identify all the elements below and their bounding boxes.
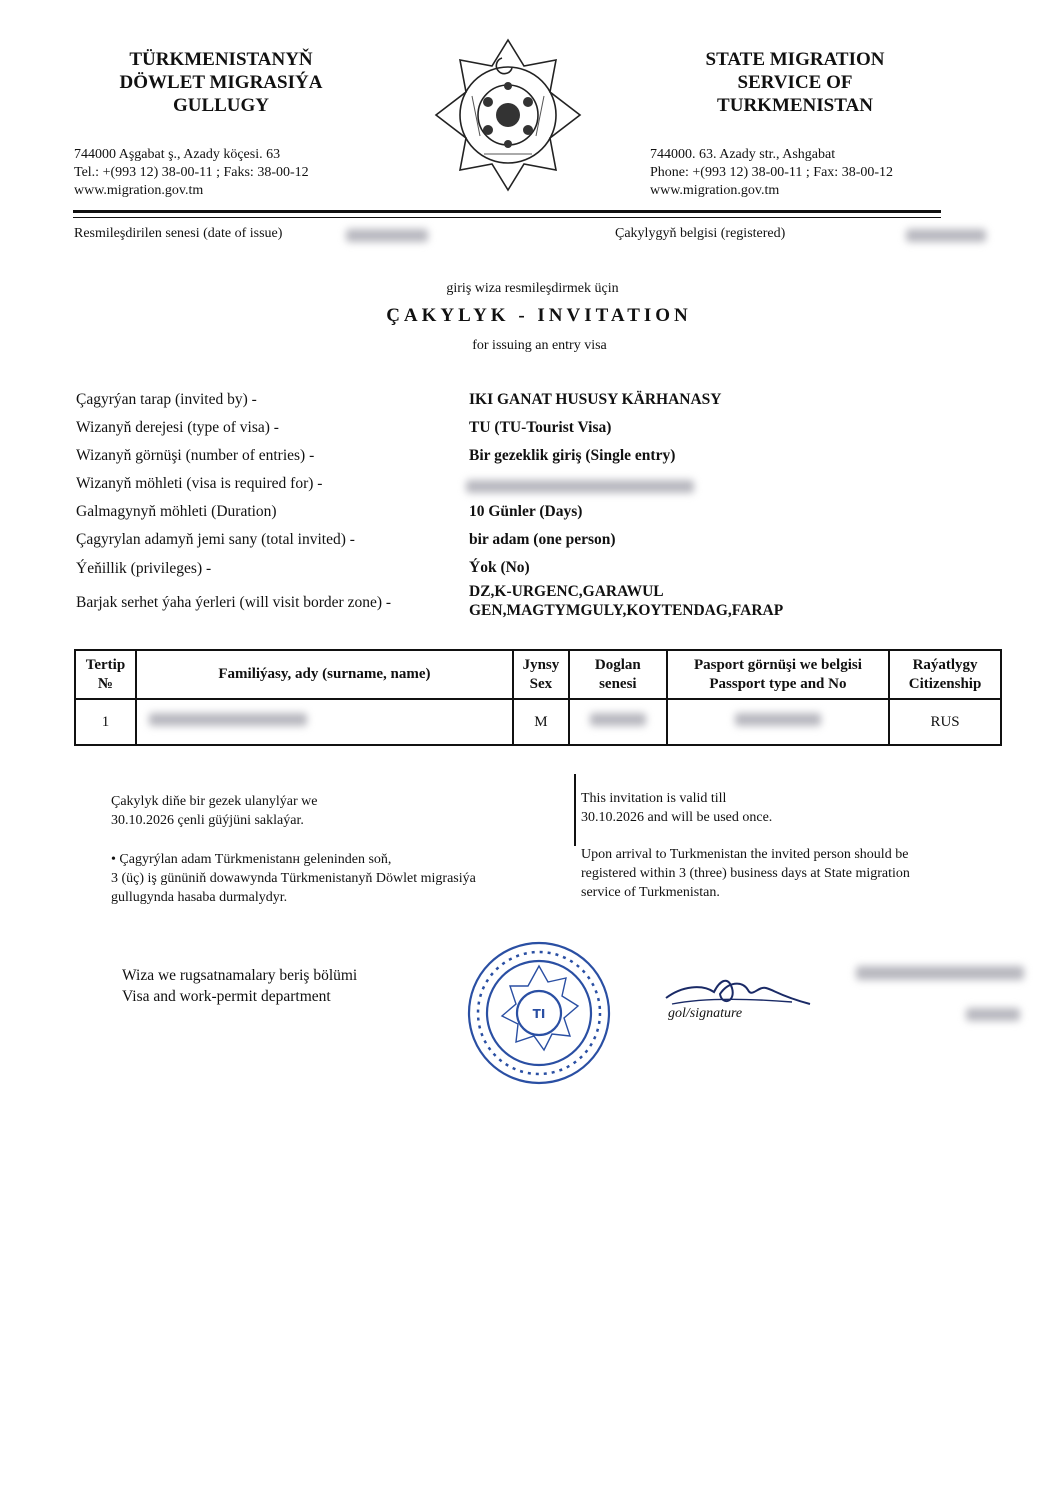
col-header-text: Passport type and No (709, 675, 847, 692)
website-link[interactable]: www.migration.gov.tm (650, 183, 780, 198)
field-value-visa-period-redacted (466, 480, 694, 493)
header-left-title-line: DÖWLET MIGRASIÝA (119, 72, 323, 93)
field-label-border-zone: Barjak serhet ýaha ýerleri (will visit border zone) - (76, 594, 392, 611)
date-of-issue-redacted (346, 229, 428, 242)
address-line: Phone: +(993 12) 38-00-11 ; Fax: 38-00-12 (650, 165, 894, 180)
note-line: This invitation is valid till (581, 791, 727, 806)
field-value-border-zone: DZ,K-URGENC,GARAWUL GEN,MAGTYMGULY,KOYTENDAG,FARAP (469, 583, 784, 619)
field-value-entries: Bir gezeklik giriş (Single entry) (469, 447, 676, 464)
header-left-title (96, 48, 346, 117)
cell-dob-redacted (569, 699, 667, 745)
cell-citizenship: RUS (889, 699, 1001, 745)
col-header-text: Jynsy (522, 656, 560, 673)
title-sub: for issuing an entry visa (472, 338, 607, 353)
col-header-text: Doglan (594, 656, 641, 673)
redacted-block (735, 713, 821, 726)
address-line: 744000. 63. Azady str., Ashgabat (650, 147, 836, 162)
cell-name-redacted (136, 699, 513, 745)
note-line: Çakylyk diňe bir gezek ulanylýar we (111, 794, 318, 809)
header-right-title-line: STATE MIGRATION (705, 49, 885, 70)
address-line: Tel.: +(993 12) 38-00-11 ; Faks: 38-00-12 (74, 165, 309, 180)
note-left-validity (111, 792, 317, 830)
header-right-title (670, 48, 920, 117)
note-line: 30.10.2026 çenli güýjüni saklaýar. (111, 813, 304, 828)
invited-persons-table (74, 649, 1002, 746)
col-header-text: Familiýasy, ady (surname, name) (218, 666, 431, 682)
col-header-text: Tertip (85, 656, 126, 673)
header-left-title-line: TÜRKMENISTANYŇ (129, 49, 313, 70)
document-title: ÇAKYLYK - INVITATION (386, 305, 692, 326)
header-left-address (74, 146, 309, 200)
header-right-address (650, 146, 893, 200)
field-value-invited-by: IKI GANAT HUSUSY KÄRHANASY (469, 391, 722, 408)
note-line: gullugynda hasaba durmalydyr. (111, 890, 288, 905)
notes-divider (574, 774, 576, 846)
col-header-text: Pasport görnüşi we belgisi (693, 656, 862, 673)
col-header-dob (569, 650, 667, 699)
note-line: registered within 3 (three) business days at State migration (581, 866, 910, 881)
col-header-order (75, 650, 136, 699)
header-right-title-line: SERVICE OF (737, 72, 853, 93)
title-pre: giriş wiza resmileşdirmek üçin (446, 281, 619, 296)
note-right-registration (581, 845, 910, 902)
cell-sex: M (513, 699, 569, 745)
note-line: 3 (üç) iş gününiň dowawynda Türkmenistanyň Döwlet migrasiýa (111, 871, 476, 886)
cell-order: 1 (75, 699, 136, 745)
registered-label: Çakylygyň belgisi (registered) (615, 226, 786, 241)
redacted-block (149, 713, 307, 726)
date-of-issue-label: Resmileşdirilen senesi (date of issue) (74, 226, 283, 241)
redacted-block (590, 713, 646, 726)
signature-label: gol/signature (668, 1006, 743, 1021)
official-stamp-icon (464, 938, 614, 1088)
col-header-text: № (97, 675, 113, 692)
col-header-sex (513, 650, 569, 699)
col-header-citizenship (889, 650, 1001, 699)
field-label-total-invited: Çagyrylan adamyň jemi sany (total invited) - (76, 531, 355, 548)
col-header-text: senesi (599, 675, 637, 692)
note-line: service of Turkmenistan. (581, 885, 720, 900)
note-left-registration (111, 850, 476, 907)
website-link[interactable]: www.migration.gov.tm (74, 183, 204, 198)
department-name (122, 965, 357, 1007)
field-label-privileges: Ýeňillik (privileges) - (76, 560, 212, 577)
field-value-total-invited: bir adam (one person) (469, 531, 616, 548)
header-divider-thick (73, 210, 941, 213)
field-label-visa-type: Wizanyň derejesi (type of visa) - (76, 419, 279, 436)
col-header-text: Raýatlygy (912, 656, 978, 673)
col-header-passport (667, 650, 889, 699)
address-line: 744000 Aşgabat ş., Azady köçesi. 63 (74, 147, 281, 162)
header-divider-thin (73, 217, 941, 218)
field-label-invited-by: Çagyrýan tarap (invited by) - (76, 391, 257, 408)
note-right-validity (581, 789, 772, 827)
header-right-title-line: TURKMENISTAN (717, 95, 873, 116)
official-name-redacted (856, 966, 1024, 980)
department-line: Wiza we rugsatnamalary beriş bölümi (122, 967, 358, 984)
registered-number-redacted (906, 229, 986, 242)
table-header-row (75, 650, 1001, 699)
header-left-title-line: GULLUGY (172, 95, 270, 116)
field-value-visa-type: TU (TU-Tourist Visa) (469, 419, 612, 436)
col-header-text: Citizenship (908, 675, 982, 692)
field-value-privileges: Ýok (No) (469, 559, 530, 576)
svg-text:TI: TI (532, 1007, 546, 1021)
field-label-entries: Wizanyň görnüşi (number of entries) - (76, 447, 315, 464)
col-header-text: Sex (529, 675, 553, 692)
cell-passport-redacted (667, 699, 889, 745)
official-code-redacted (966, 1008, 1020, 1021)
state-emblem-icon (432, 36, 584, 194)
table-row (75, 699, 1001, 745)
note-line: • Çagyrýlan adam Türkmenistanн geleninden soň, (111, 852, 392, 867)
field-value-duration: 10 Günler (Days) (469, 503, 583, 520)
col-header-name (136, 650, 513, 699)
field-label-visa-period: Wizanyň möhleti (visa is required for) - (76, 475, 323, 492)
department-line: Visa and work-permit department (122, 988, 331, 1005)
field-label-duration: Galmagynyň möhleti (Duration) (76, 503, 277, 520)
note-line: 30.10.2026 and will be used once. (581, 810, 773, 825)
note-line: Upon arrival to Turkmenistan the invited person should be (581, 847, 909, 862)
